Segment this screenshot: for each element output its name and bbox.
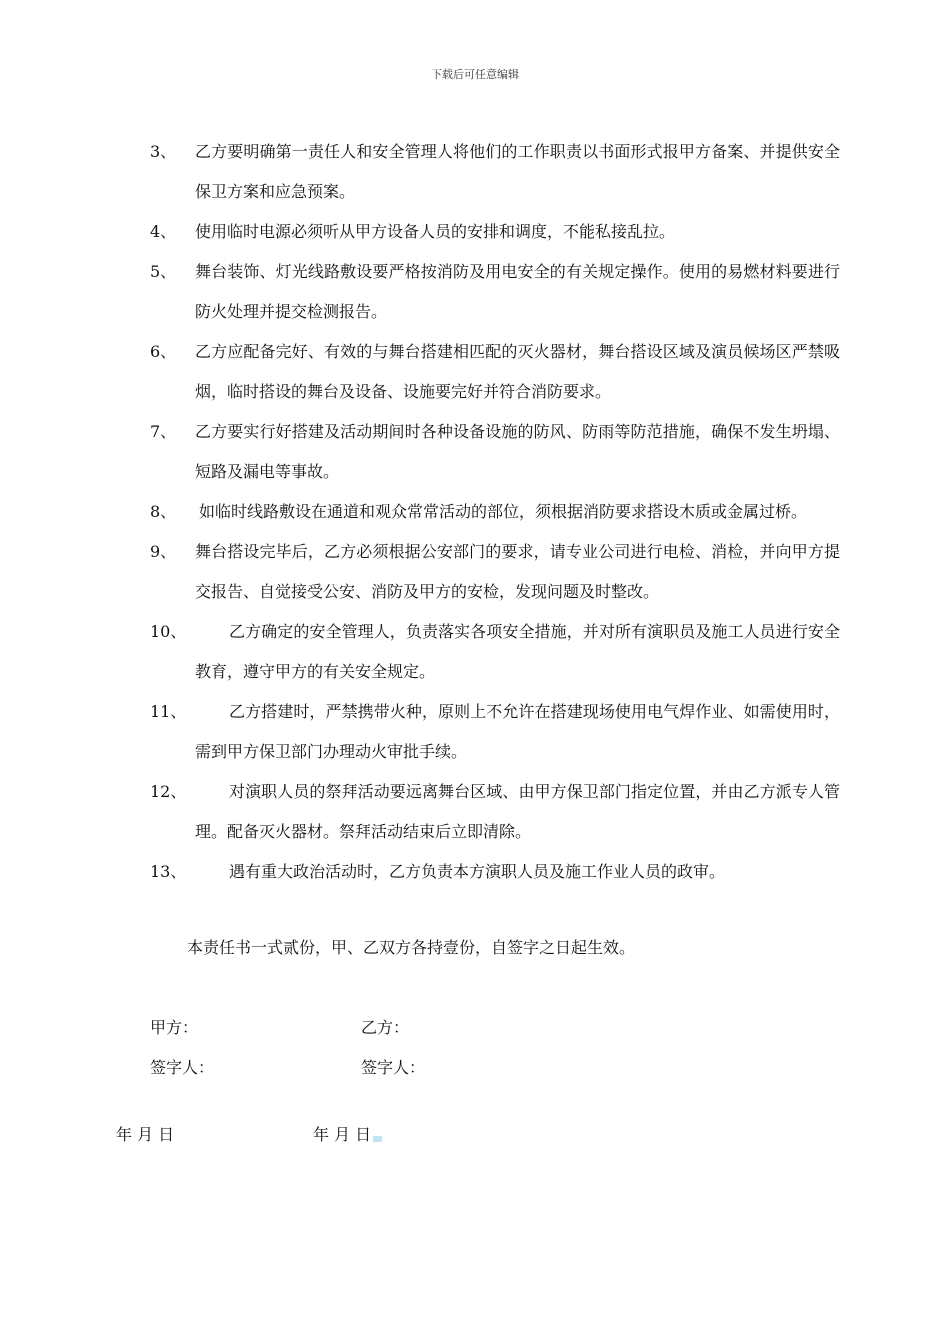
clause-text: 乙方搭建时，严禁携带火种，原则上不允许在搭建现场使用电气焊作业、如需使用时，需到甲方保卫部门办理动火审批手续。 xyxy=(195,702,840,761)
clause-number: 13、 xyxy=(150,862,187,881)
clause-item xyxy=(150,332,840,412)
date-b-label: 年 月 日 xyxy=(313,1125,372,1144)
clause-item xyxy=(150,612,840,692)
clause-text: 如临时线路敷设在通道和观众常常活动的部位，须根据消防要求搭设木质或金属过桥。 xyxy=(199,502,808,521)
page-header-note: 下载后可任意编辑 xyxy=(431,68,519,81)
clause-number: 11、 xyxy=(150,702,187,721)
signer-a-label: 签字人： xyxy=(150,1058,215,1077)
clause-text: 使用临时电源必须听从甲方设备人员的安排和调度，不能私接乱拉。 xyxy=(195,222,676,241)
party-b-label: 乙方： xyxy=(361,1018,410,1037)
date-a-label: 年 月 日 xyxy=(116,1125,175,1144)
clause-item xyxy=(150,412,840,492)
clause-item xyxy=(150,692,840,772)
closing-statement: 本责任书一式贰份，甲、乙双方各持壹份，自签字之日起生效。 xyxy=(187,938,636,957)
clause-number: 12、 xyxy=(150,782,187,801)
clause-number: 9、 xyxy=(150,542,177,561)
clause-number: 3、 xyxy=(150,142,177,161)
clause-text: 乙方应配备完好、有效的与舞台搭建相匹配的灭火器材，舞台搭设区域及演员候场区严禁吸烟，临时搭设的舞台及设备、设施要完好并符合消防要求。 xyxy=(195,342,840,401)
clause-text: 乙方要明确第一责任人和安全管理人将他们的工作职责以书面形式报甲方备案、并提供安全保卫方案和应急预案。 xyxy=(195,142,840,201)
signer-b-label: 签字人： xyxy=(361,1058,426,1077)
clause-number: 5、 xyxy=(150,262,177,281)
clause-number: 7、 xyxy=(150,422,177,441)
text-cursor-marker xyxy=(373,1136,382,1142)
clause-item xyxy=(150,772,840,852)
clause-item xyxy=(150,852,840,892)
clause-item xyxy=(150,212,840,252)
clause-item xyxy=(150,132,840,212)
clause-number: 10、 xyxy=(150,622,187,641)
clause-text: 乙方确定的安全管理人，负责落实各项安全措施，并对所有演职员及施工人员进行安全教育，遵守甲方的有关安全规定。 xyxy=(195,622,840,681)
clause-text: 遇有重大政治活动时，乙方负责本方演职人员及施工作业人员的政审。 xyxy=(229,862,726,881)
clause-number: 8、 xyxy=(150,502,177,521)
date-b-wrapper xyxy=(313,1123,382,1147)
clause-text: 舞台装饰、灯光线路敷设要严格按消防及用电安全的有关规定操作。使用的易燃材料要进行防火处理并提交检测报告。 xyxy=(195,262,840,321)
clause-text: 乙方要实行好搭建及活动期间时各种设备设施的防风、防雨等防范措施，确保不发生坍塌、短路及漏电等事故。 xyxy=(195,422,840,481)
clause-item xyxy=(150,252,840,332)
clause-item xyxy=(150,492,840,532)
party-a-label: 甲方： xyxy=(150,1018,199,1037)
clause-text: 对演职人员的祭拜活动要远离舞台区域、由甲方保卫部门指定位置，并由乙方派专人管理。配备灭火器材。祭拜活动结束后立即清除。 xyxy=(195,782,840,841)
clause-number: 6、 xyxy=(150,342,177,361)
clause-list xyxy=(150,132,840,892)
clause-item xyxy=(150,532,840,612)
clause-number: 4、 xyxy=(150,222,177,241)
clause-text: 舞台搭设完毕后，乙方必须根据公安部门的要求，请专业公司进行电检、消检，并向甲方提交报告、自觉接受公安、消防及甲方的安检，发现问题及时整改。 xyxy=(195,542,840,601)
